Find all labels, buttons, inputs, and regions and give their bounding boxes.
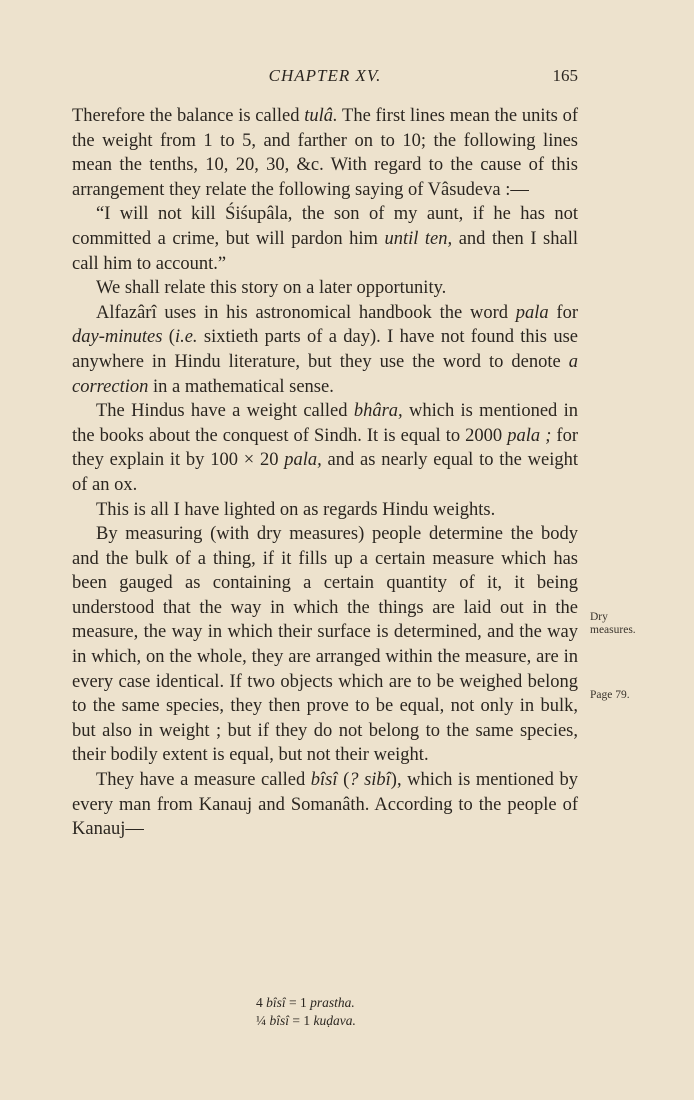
text-run: ( <box>162 327 175 348</box>
formula-lhs-num: ¼ <box>256 1013 267 1028</box>
text-run: ( <box>337 770 350 791</box>
text-run: This is all I have lighted on as regards Hindu weights. <box>96 499 496 520</box>
text-run: Therefore the balance is called <box>72 106 305 126</box>
text-run: We shall relate this story on a later opportunity. <box>96 278 447 299</box>
italic-text: tulâ. <box>304 106 338 126</box>
formula-rhs-num: 1 <box>300 995 307 1010</box>
italic-text: ? sibî <box>349 770 391 791</box>
text-run: The first lines mean the units of the weight from 1 to 5, and farther on to 10; the following lines mean the tenths, 10, 20, 30, &c. With regard to the cause of this arrangement they relate the following saying of Vâsudeva :— <box>72 106 578 200</box>
margin-note-page-ref: Page 79. <box>590 689 630 701</box>
formula-lhs-unit: bîsî <box>266 995 286 1010</box>
paragraph <box>72 498 578 523</box>
text-run: “I will not kill Śiśupâla, the son of my aunt, if he has not committed a crime, but will pardon him <box>72 204 578 249</box>
paragraph <box>72 276 578 301</box>
running-header <box>72 66 578 90</box>
paragraph <box>72 399 578 497</box>
text-run: They have a measure called <box>96 770 311 791</box>
formula-rhs-unit: kuḍava. <box>313 1013 356 1028</box>
text-run: Alfazârî uses in his astronomical handbook the word <box>96 302 516 323</box>
text-run: and then I shall call him to account.” <box>72 228 578 274</box>
text-run: for they explain it by 100 × 20 <box>72 425 578 471</box>
margin-note-dry-measures <box>590 611 636 637</box>
italic-text: pala, <box>284 450 322 471</box>
formula-line <box>256 994 356 1012</box>
text-run: By measuring (with dry measures) people determine the body and the bulk of a thing, if it fills up a certain measure which has been gauged as containing a certain quantity of it, it being understood that the way in which the things are laid out in the measure, the way in which their surface is determined, and the way in which, on the whole, they are arranged within the measure, are in every case identical. If two objects which are to be weighed belong to the same species, they then prove to be equal, not only in bulk, but also in weight ; but if they do not belong to the same species, their bodily extent is equal, but not their weight. <box>72 524 578 766</box>
text-run: ), which is mentioned by every man from Kanauj and Somanâth. According to the people of Kanauj— <box>72 770 578 840</box>
italic-text: i.e. <box>174 327 198 348</box>
formula-line <box>256 1012 356 1030</box>
text-run: sixtieth parts of a day). I have not found this use anywhere in Hindu literature, but they use the word to denote <box>72 327 578 372</box>
italic-text: pala <box>515 302 549 323</box>
text-run: and as nearly equal to the weight of an ox. <box>72 450 578 495</box>
paragraph <box>72 522 578 768</box>
margin-note-line: Dry <box>590 611 608 623</box>
formula-lhs-unit: bîsî <box>269 1013 290 1028</box>
text-run: for <box>548 302 579 323</box>
italic-text: bîsî <box>310 770 338 791</box>
formula-rhs-num: 1 <box>303 1013 311 1028</box>
italic-text: until ten, <box>384 228 453 249</box>
italic-text: day-minutes <box>72 327 163 348</box>
formula-eq: = <box>292 1013 301 1028</box>
text-run: The Hindus have a weight called <box>96 401 354 422</box>
formula-rhs-unit: prastha. <box>310 995 355 1010</box>
paragraph <box>72 104 578 202</box>
margin-note-line: measures. <box>590 624 636 636</box>
text-run: which is mentioned in the books about the conquest of Sindh. It is equal to 2000 <box>72 401 578 446</box>
formula-eq: = <box>289 995 297 1010</box>
page-number: 165 <box>552 66 578 85</box>
chapter-title: CHAPTER XV. <box>268 66 382 85</box>
paragraph <box>72 301 578 399</box>
paragraph <box>72 768 578 842</box>
italic-text: pala ; <box>507 425 552 446</box>
italic-text: a correction <box>72 351 578 397</box>
italic-text: bhâra, <box>353 401 403 422</box>
body-text <box>72 104 578 842</box>
paragraph <box>72 202 578 276</box>
text-run: in a mathematical sense. <box>148 376 334 397</box>
formula-block <box>256 994 356 1030</box>
formula-lhs-num: 4 <box>256 995 263 1010</box>
